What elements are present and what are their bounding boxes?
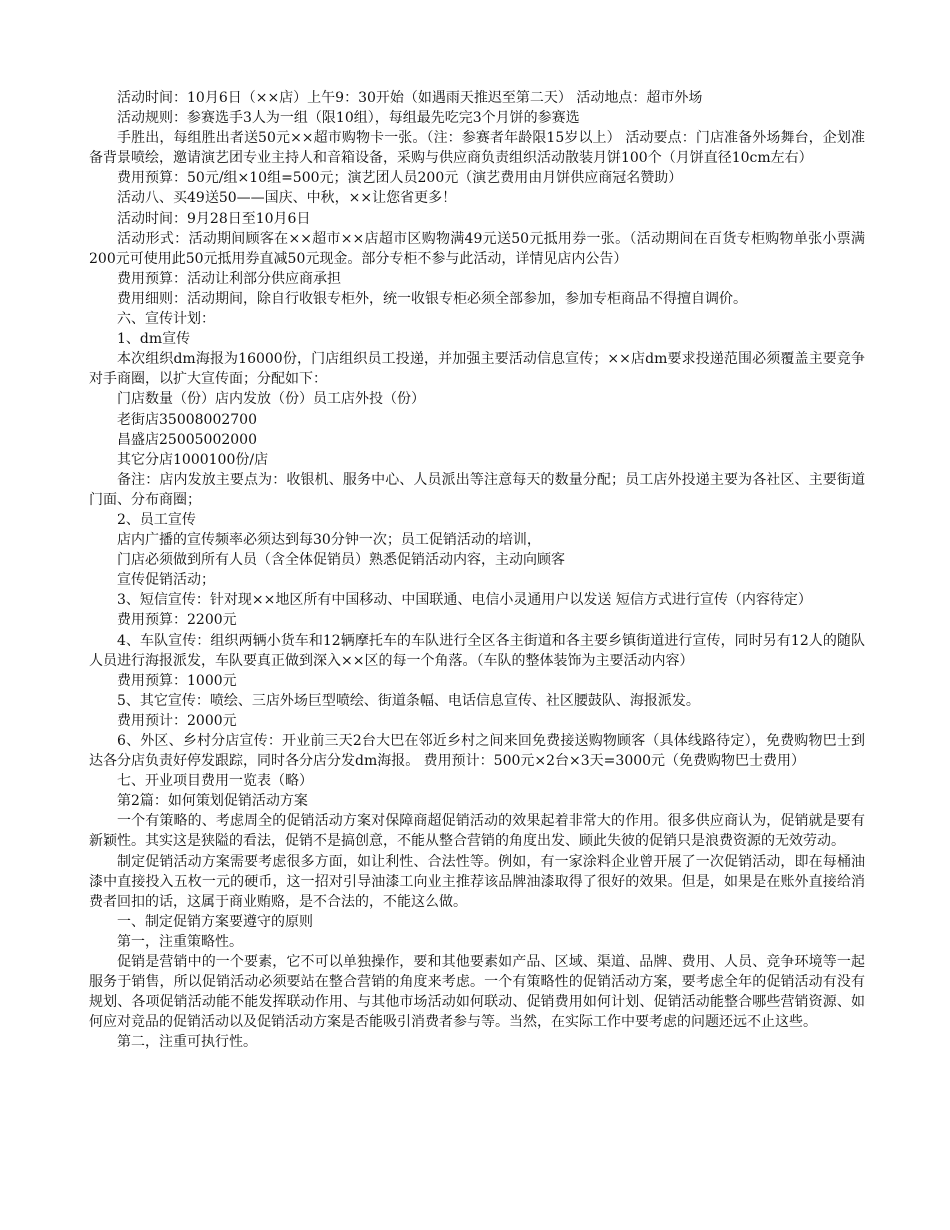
subsection-heading: 2、员工宣传: [117, 511, 196, 528]
paragraph: 其它分店1000100份/店: [117, 451, 269, 468]
paragraph: 店内广播的宣传频率必须达到每30分钟一次；员工促销活动的培训，: [117, 532, 541, 549]
paragraph: 本次组织dm海报为16000份，门店组织员工投递，并加强主要活动信息宣传；××店dm要求投递范围必须覆盖主要竞争对手商圈，以扩大宣传面；分配如下：: [89, 351, 865, 388]
paragraph: 6、外区、乡村分店宣传：开业前三天2台大巴在邻近乡村之间来回免费接送购物顾客（具体线路待定），免费购物巴士到达各分店负责好停发跟踪，同时各分店分发dm海报。 费用预计：500元×2台×3天=3000元（免费购物巴士费用）: [89, 733, 865, 770]
paragraph: 4、车队宣传：组织两辆小货车和12辆摩托车的车队进行全区各主街道和各主要乡镇街道进行宣传，同时另有12人的随队人员进行海报派发，车队要真正做到深入××区的每一个角落。（车队的整体装饰为主要活动内容）: [89, 632, 865, 669]
paragraph: 活动时间：9月28日至10月6日: [117, 210, 311, 227]
paragraph: 费用预计：2000元: [117, 712, 237, 729]
paragraph: 备注：店内发放主要点为：收银机、服务中心、人员派出等注意每天的数量分配；员工店外投递主要为各社区、主要街道门面、分布商圈；: [89, 471, 865, 508]
paragraph: 门店数量（份）店内发放（份）员工店外投（份）: [117, 391, 425, 408]
paragraph: 5、其它宣传：喷绘、三店外场巨型喷绘、街道条幅、电话信息宣传、社区腰鼓队、海报派发。: [117, 692, 700, 709]
paragraph: 门店必须做到所有人员（含全体促销员）熟悉促销活动内容，主动向顾客: [117, 552, 565, 569]
paragraph: 一个有策略的、考虑周全的促销活动方案对保障商超促销活动的效果起着非常大的作用。很多供应商认为，促销就是要有新颖性。其实这是狭隘的看法，促销不是搞创意，不能从整合营销的角度出发、顾此失彼的促销只是浪费资源的无效劳动。: [89, 813, 865, 850]
subsection-heading: 第二，注重可执行性。: [117, 1034, 257, 1051]
paragraph: 费用预算：活动让利部分供应商承担: [117, 270, 341, 287]
paragraph: 手胜出，每组胜出者送50元××超市购物卡一张。（注：参赛者年龄限15岁以上） 活动要点：门店准备外场舞台，企划准备背景喷绘，邀请演艺团专业主持人和音箱设备，采购与供应商负责组织活动散装月饼100个（月饼直径10cm左右）: [89, 130, 865, 167]
paragraph: 3、短信宣传：针对现××地区所有中国移动、中国联通、电信小灵通用户以发送 短信方式进行宣传（内容待定）: [117, 592, 812, 609]
paragraph: 昌盛店25005002000: [117, 431, 257, 448]
paragraph: 制定促销活动方案需要考虑很多方面，如让利性、合法性等。例如，有一家涂料企业曾开展了一次促销活动，即在每桶油漆中直接投入五枚一元的硬币，这一招对引导油漆工向业主推荐该品牌油漆取得了很好的效果。但是，如果是在账外直接给消费者回扣的话，这属于商业贿赂，是不合法的，不能这么做。: [89, 853, 865, 910]
paragraph: 费用预算：1000元: [117, 672, 237, 689]
section-heading: 六、宣传计划：: [117, 311, 215, 328]
section-heading: 活动八、买49送50——国庆、中秋，××让您省更多！: [117, 190, 457, 207]
paragraph: 费用细则：活动期间，除自行收银专柜外，统一收银专柜必须全部参加，参加专柜商品不得擅自调价。: [117, 290, 747, 307]
paragraph: 老街店35008002700: [117, 411, 257, 428]
paragraph: 活动规则：参赛选手3人为一组（限10组），每组最先吃完3个月饼的参赛选: [117, 110, 580, 127]
paragraph: 费用预算：50元/组×10组=500元；演艺团人员200元（演艺费用由月饼供应商冠名赞助）: [117, 170, 683, 187]
article-title: 第2篇：如何策划促销活动方案: [117, 793, 308, 810]
paragraph: 宣传促销活动；: [117, 572, 215, 589]
subsection-heading: 1、dm宣传: [117, 331, 191, 348]
subsection-heading: 第一，注重策略性。: [117, 933, 243, 950]
document-body: [89, 88, 865, 1053]
paragraph: 活动时间：10月6日（××店）上午9：30开始（如遇雨天推迟至第二天） 活动地点：超市外场: [117, 90, 703, 106]
section-heading: 七、开业项目费用一览表（略）: [117, 773, 313, 790]
paragraph: 促销是营销中的一个要素，它不可以单独操作，要和其他要素如产品、区域、渠道、品牌、费用、人员、竞争环境等一起服务于销售，所以促销活动必须要站在整合营销的角度来考虑。一个有策略性的促销活动方案，要考虑全年的促销活动有没有规划、各项促销活动能不能发挥联动作用、与其他市场活动如何联动、促销费用如何计划、促销活动能整合哪些营销资源、如何应对竞品的促销活动以及促销活动方案是否能吸引消费者参与等。当然，在实际工作中要考虑的问题还远不止这些。: [89, 954, 865, 1031]
paragraph: 费用预算：2200元: [117, 612, 237, 629]
section-heading: 一、制定促销方案要遵守的原则: [117, 913, 313, 930]
paragraph: 活动形式：活动期间顾客在××超市××店超市区购物满49元送50元抵用券一张。（活动期间在百货专柜购物单张小票满200元可使用此50元抵用券直减50元现金。部分专柜不参与此活动，详情见店内公告）: [89, 230, 865, 267]
